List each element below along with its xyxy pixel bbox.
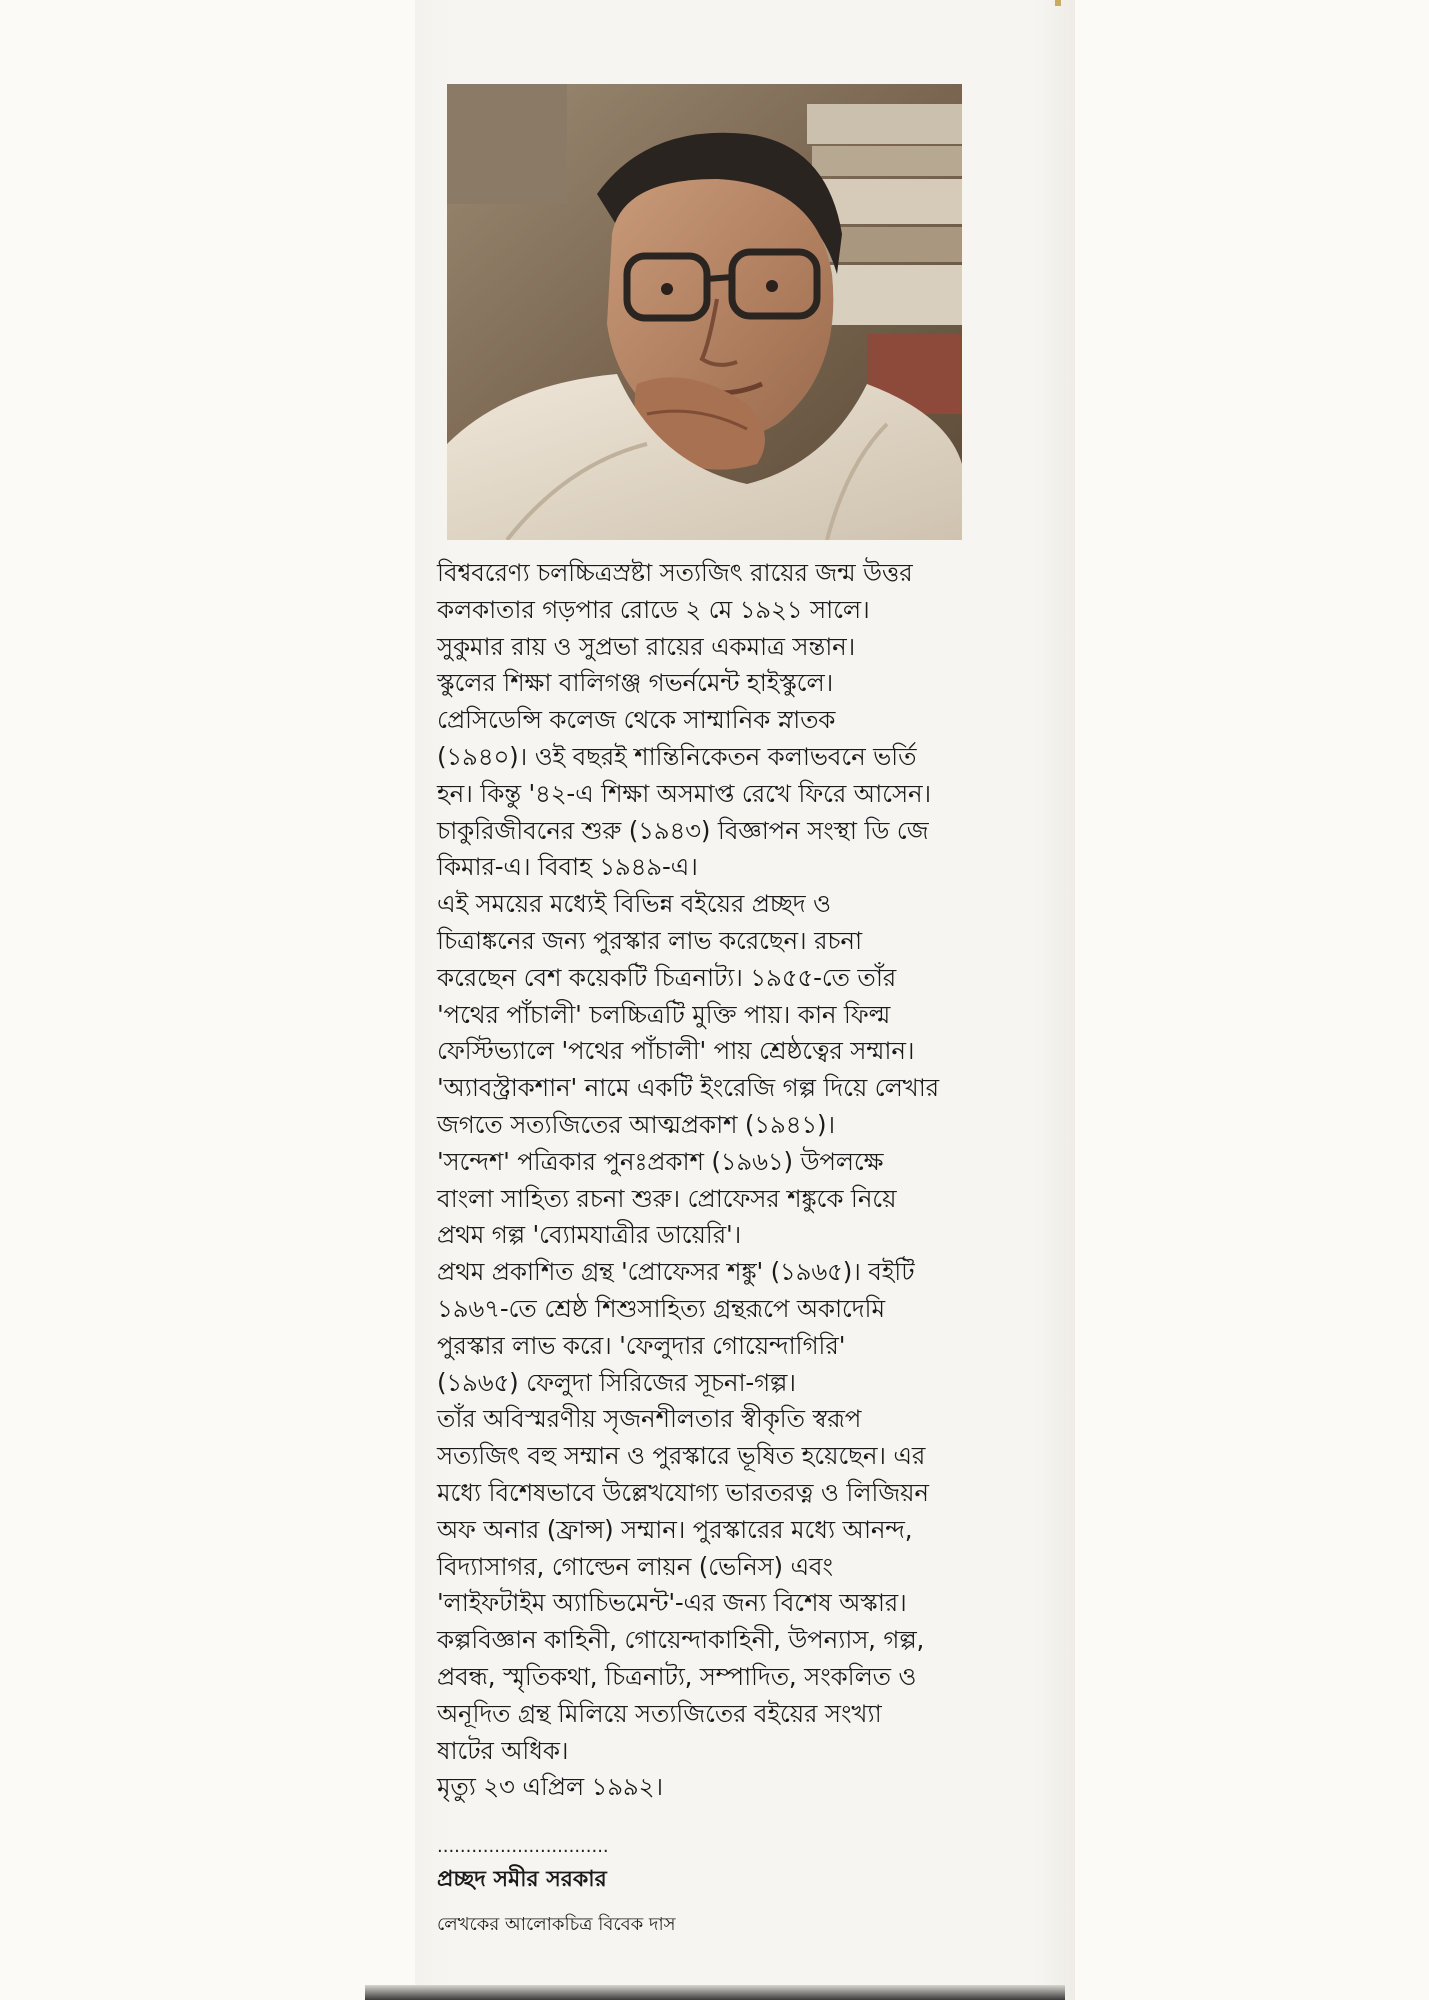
bio-line: প্রথম প্রকাশিত গ্রন্থ 'প্রোফেসর শঙ্কু' (১৯৬৫)। বইটি: [437, 1257, 915, 1287]
bio-line: (১৯৬৫) ফেলুদা সিরিজের সূচনা-গল্প।: [437, 1367, 796, 1397]
bio-line: স্কুলের শিক্ষা বালিগঞ্জ গভর্নমেন্ট হাইস্কুলে।: [437, 668, 834, 698]
bio-line: তাঁর অবিস্মরণীয় সৃজনশীলতার স্বীকৃতি স্বরূপ: [437, 1404, 862, 1434]
separator-dots: ..............................: [437, 1836, 609, 1857]
bio-line: জগতে সত্যজিতের আত্মপ্রকাশ (১৯৪১)।: [437, 1109, 835, 1139]
bio-line: কিমার-এ। বিবাহ ১৯৪৯-এ।: [437, 852, 698, 882]
bio-line: প্রেসিডেন্সি কলেজ থেকে সাম্মানিক স্নাতক: [437, 705, 836, 735]
bio-line: 'পথের পাঁচালী' চলচ্চিত্রটি মুক্তি পায়। কান ফিল্ম: [437, 999, 891, 1029]
bio-line: ষাটের অধিক।: [437, 1735, 569, 1765]
portrait-illustration: [447, 84, 962, 540]
bio-line: 'অ্যাবস্ট্রাকশান' নামে একটি ইংরেজি গল্প দিয়ে লেখার: [437, 1073, 939, 1103]
bio-line: সত্যজিৎ বহু সম্মান ও পুরস্কারে ভূষিত হয়েছেন। এর: [437, 1441, 926, 1471]
bio-line: প্রবন্ধ, স্মৃতিকথা, চিত্রনাট্য, সম্পাদিত, সংকলিত ও: [437, 1661, 917, 1691]
bio-line: চাকুরিজীবনের শুরু (১৯৪৩) বিজ্ঞাপন সংস্থা ডি জে: [437, 815, 929, 845]
bio-line: হন। কিন্তু '৪২-এ শিক্ষা অসমাপ্ত রেখে ফিরে আসেন।: [437, 778, 931, 808]
photo-credit: লেখকের আলোকচিত্র বিবেক দাস: [437, 1914, 676, 1935]
scan-bottom-edge: [365, 1985, 1065, 2000]
bio-line: চিত্রাঙ্কনের জন্য পুরস্কার লাভ করেছেন। রচনা: [437, 925, 862, 955]
bio-line: প্রথম গল্প 'ব্যোমযাত্রীর ডায়েরি'।: [437, 1220, 742, 1250]
bio-line: অফ অনার (ফ্রান্স) সম্মান। পুরস্কারের মধ্যে আনন্দ,: [437, 1514, 913, 1544]
bio-line: বিশ্ববরেণ্য চলচ্চিত্রস্রষ্টা সত্যজিৎ রায়ের জন্ম উত্তর: [437, 558, 913, 587]
bio-line: বাংলা সাহিত্য রচনা শুরু। প্রোফেসর শঙ্কুকে নিয়ে: [437, 1183, 897, 1213]
bio-line: বিদ্যাসাগর, গোল্ডেন লায়ন (ভেনিস) এবং: [437, 1551, 833, 1581]
bio-line: (১৯৪০)। ওই বছরই শান্তিনিকেতন কলাভবনে ভর্তি: [437, 741, 917, 771]
bio-line: পুরস্কার লাভ করে। 'ফেলুদার গোয়েন্দাগিরি': [437, 1330, 846, 1360]
bio-line: মধ্যে বিশেষভাবে উল্লেখযোগ্য ভারতরত্ন ও লিজিয়ন: [437, 1477, 929, 1507]
bio-line: 'লাইফটাইম অ্যাচিভমেন্ট'-এর জন্য বিশেষ অস্কার।: [437, 1588, 907, 1618]
author-photo: [447, 84, 962, 540]
bio-line: কল্পবিজ্ঞান কাহিনী, গোয়েন্দাকাহিনী, উপন্যাস, গল্প,: [437, 1625, 925, 1655]
bio-line: করেছেন বেশ কয়েকটি চিত্রনাট্য। ১৯৫৫-তে তাঁর: [437, 962, 896, 992]
bio-line: সুকুমার রায় ও সুপ্রভা রায়ের একমাত্র সন্তান।: [437, 631, 856, 661]
bio-line: অনূদিত গ্রন্থ মিলিয়ে সত্যজিতের বইয়ের সংখ্যা: [437, 1698, 882, 1728]
corner-mark: [1055, 0, 1061, 6]
bio-line: ফেস্টিভ্যালে 'পথের পাঁচালী' পায় শ্রেষ্ঠত্বের সম্মান।: [437, 1036, 915, 1066]
bio-line: এই সময়ের মধ্যেই বিভিন্ন বইয়ের প্রচ্ছদ ও: [437, 889, 831, 919]
bio-line: মৃত্যু ২৩ এপ্রিল ১৯৯২।: [437, 1772, 663, 1802]
bio-line: 'সন্দেশ' পত্রিকার পুনঃপ্রকাশ (১৯৬১) উপলক্ষে: [437, 1146, 884, 1176]
author-biography: [437, 555, 1057, 1806]
bio-line: ১৯৬৭-তে শ্রেষ্ঠ শিশুসাহিত্য গ্রন্থরূপে অকাদেমি: [437, 1293, 885, 1323]
cover-credit: প্রচ্ছদ সমীর সরকার: [437, 1867, 607, 1892]
bio-line: কলকাতার গড়পার রোডে ২ মে ১৯২১ সালে।: [437, 594, 870, 624]
